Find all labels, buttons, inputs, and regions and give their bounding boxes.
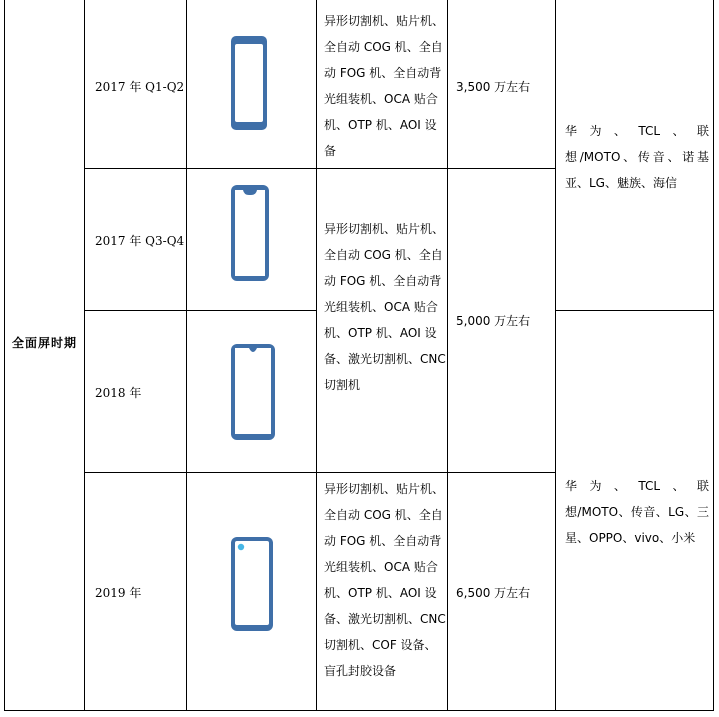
table-border-bottom bbox=[4, 710, 714, 711]
column-divider bbox=[555, 0, 556, 711]
column-divider bbox=[84, 0, 85, 711]
brand-list: 华为、TCL、联想/MOTO、传音、LG、三星、OPPO、vivo、小米 bbox=[565, 479, 709, 545]
period-label: 2019 年 bbox=[95, 586, 142, 600]
phone-punch-hole-screen-icon bbox=[229, 535, 275, 633]
row-divider bbox=[84, 168, 556, 169]
volume-value: 6,500 万左右 bbox=[456, 586, 531, 600]
row-divider bbox=[555, 310, 714, 311]
period-label: 2017 年 Q3-Q4 bbox=[95, 234, 185, 248]
volume-value: 5,000 万左右 bbox=[456, 314, 531, 328]
column-divider bbox=[186, 0, 187, 711]
row-divider bbox=[84, 310, 317, 311]
table-border-right bbox=[713, 0, 714, 711]
period-label: 2018 年 bbox=[95, 386, 142, 400]
phone-regular-screen-icon bbox=[229, 34, 269, 132]
period-label: 2017 年 Q1-Q2 bbox=[95, 80, 185, 94]
era-label: 全面屏时期 bbox=[12, 336, 78, 350]
equipment-list: 异形切割机、贴片机、全自动 COG 机、全自动 FOG 机、全自动背光组装机、OCA 贴合机、OTP 机、AOI 设备、激光切割机、CNC 切割机、COF 设备、盲孔封胶设备 bbox=[324, 482, 446, 678]
phone-notch-screen-icon bbox=[229, 183, 271, 283]
row-divider bbox=[84, 472, 556, 473]
equipment-list: 异形切割机、贴片机、全自动 COG 机、全自动 FOG 机、全自动背光组装机、OCA 贴合机、OTP 机、AOI 设备 bbox=[324, 14, 445, 158]
equipment-list: 异形切割机、贴片机、全自动 COG 机、全自动 FOG 机、全自动背光组装机、OCA 贴合机、OTP 机、AOI 设备、激光切割机、CNC 切割机 bbox=[324, 222, 446, 392]
phone-waterdrop-screen-icon bbox=[229, 342, 277, 442]
volume-value: 3,500 万左右 bbox=[456, 80, 531, 94]
column-divider bbox=[316, 0, 317, 711]
table-border-left bbox=[4, 0, 5, 711]
brand-list: 华为、TCL、联想/MOTO、传音、诺基亚、LG、魅族、海信 bbox=[565, 124, 709, 190]
